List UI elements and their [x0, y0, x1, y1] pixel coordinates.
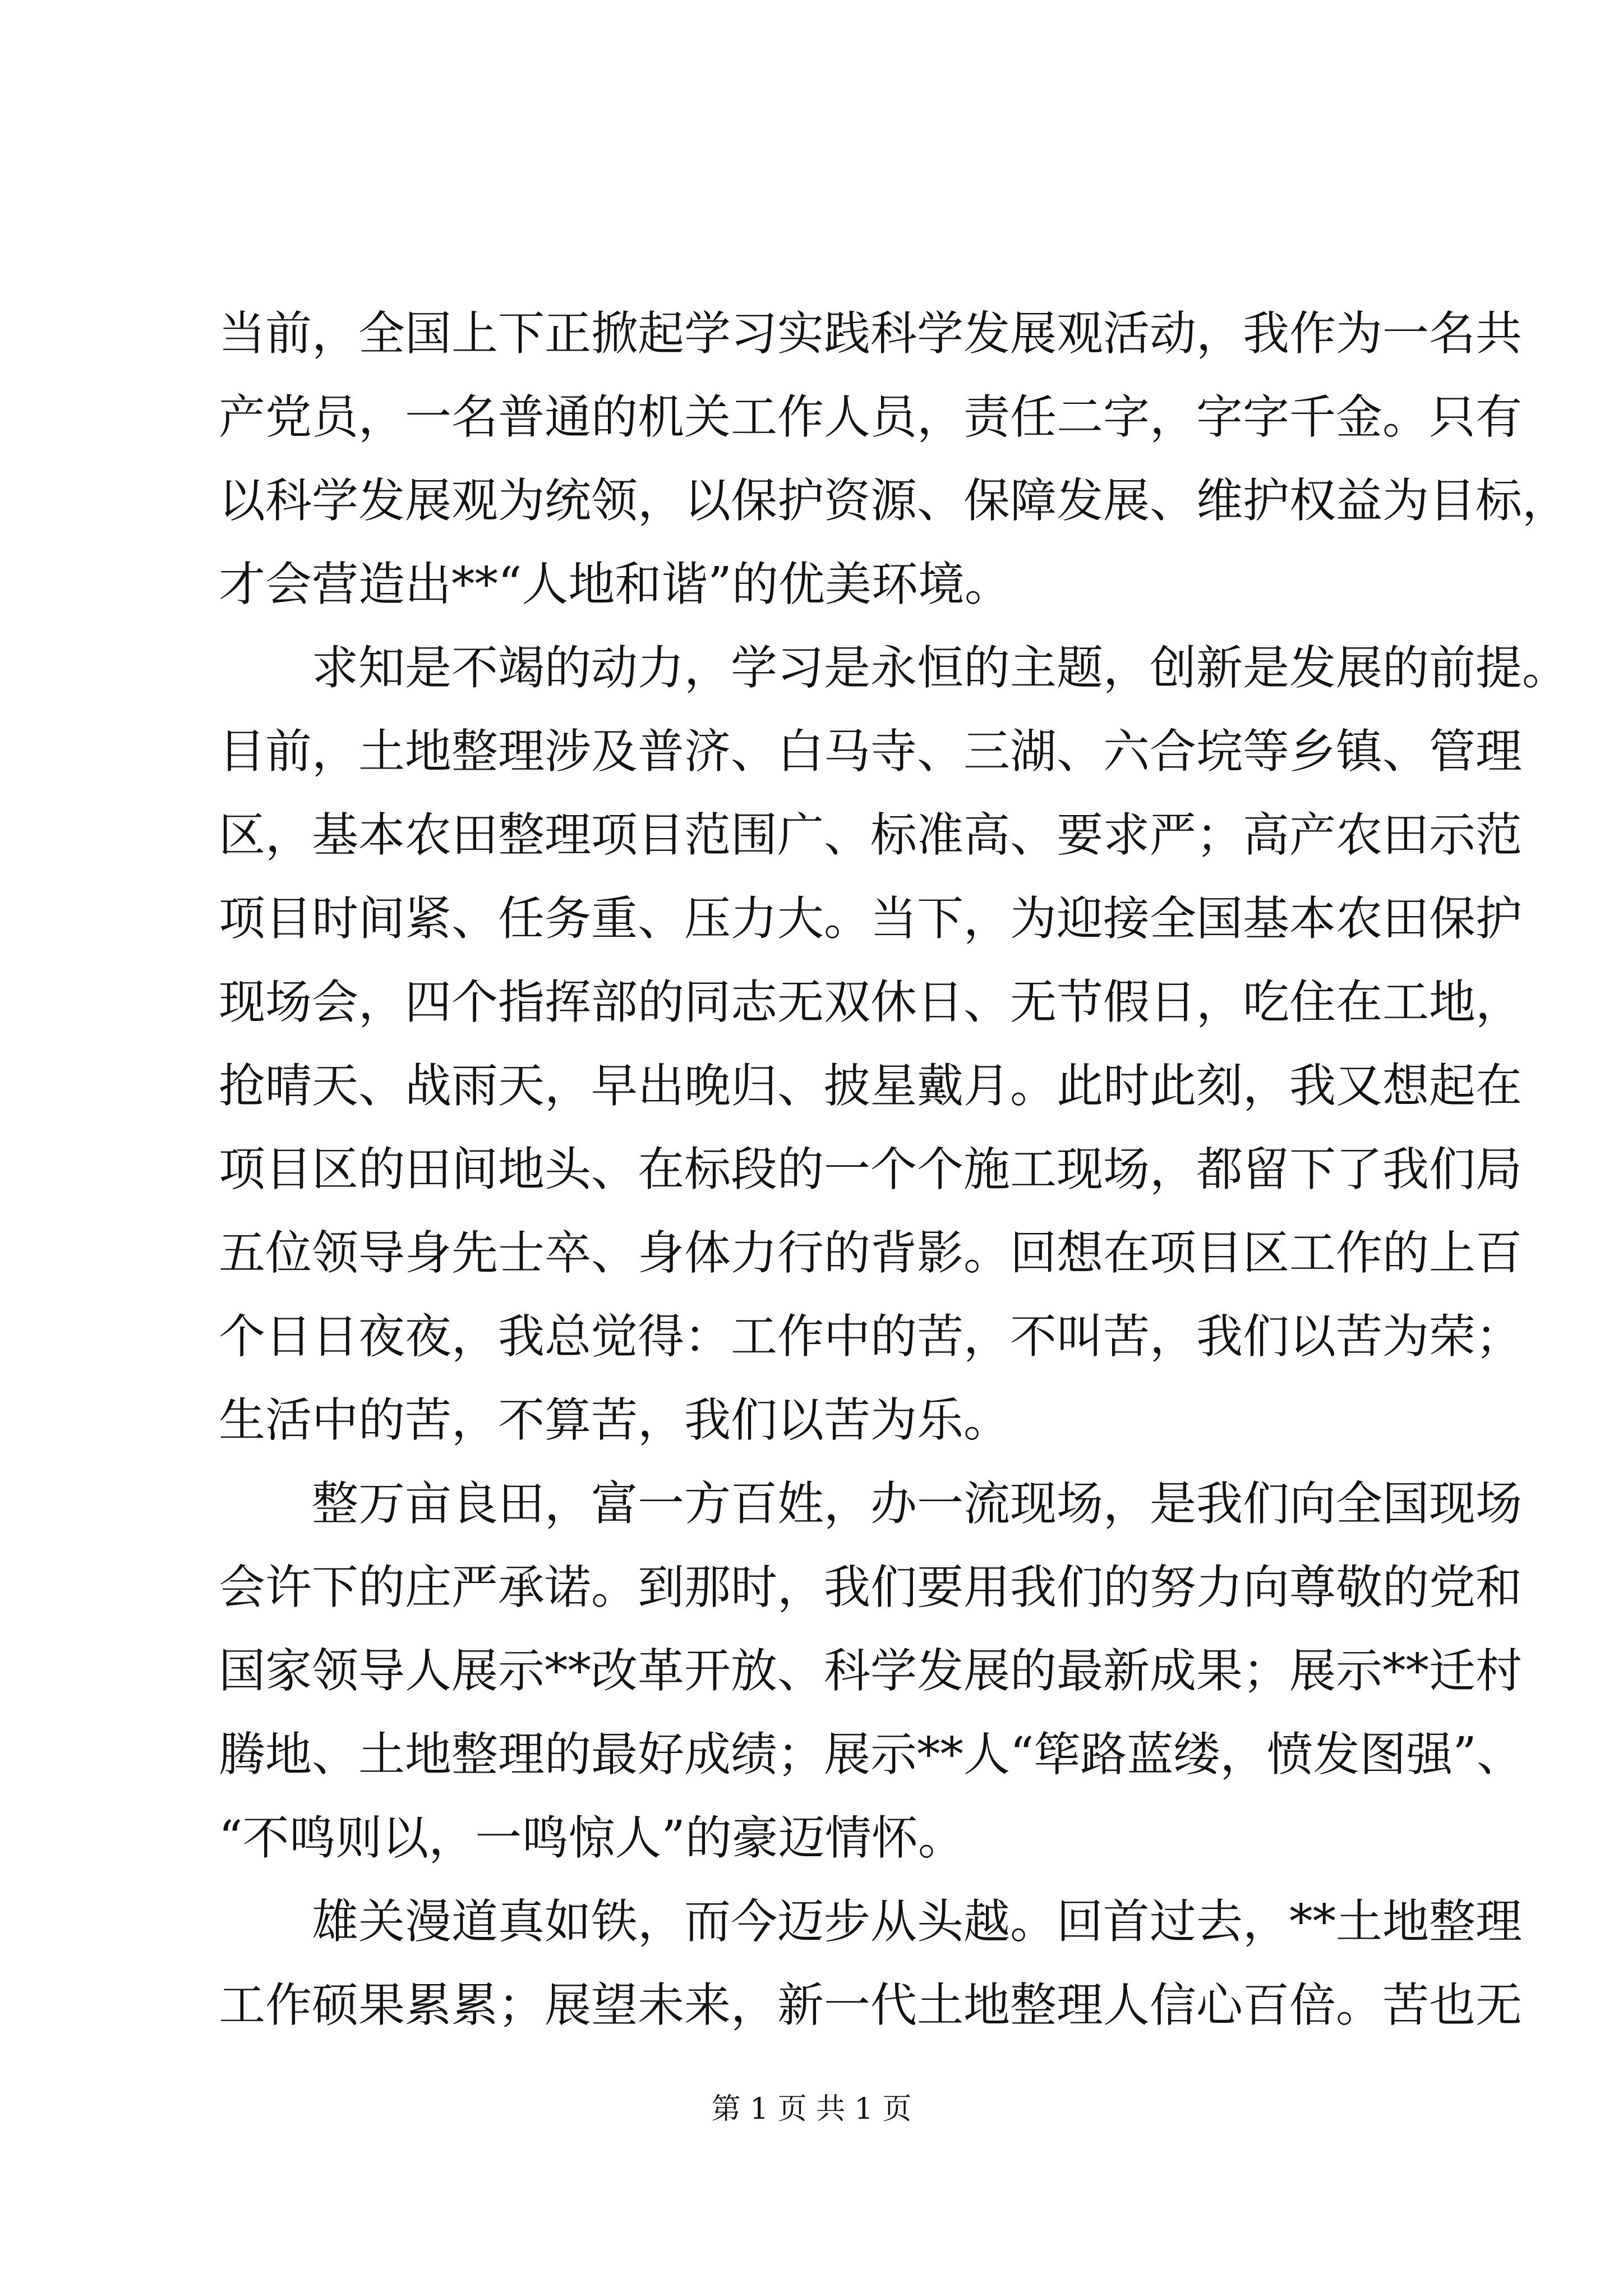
page-footer: 第 1 页 共 1 页 [711, 2092, 912, 2126]
text-line: 雄关漫道真如铁，而今迈步从头越。回首过去，**土地整理 [312, 1894, 1522, 1949]
text-line: 项目区的田间地头、在标段的一个个施工现场，都留下了我们局 [219, 1142, 1522, 1197]
document-body [219, 292, 1569, 2047]
text-line: 当前，全国上下正掀起学习实践科学发展观活动，我作为一名共 [219, 306, 1522, 361]
text-line: 五位领导身先士卒、身体力行的背影。回想在项目区工作的上百 [219, 1226, 1522, 1280]
text-line: 抢晴天、战雨天，早出晚归、披星戴月。此时此刻，我又想起在 [219, 1059, 1522, 1113]
text-line: 求知是不竭的动力，学习是永恒的主题，创新是发展的前提。 [312, 641, 1569, 695]
text-line: 个日日夜夜，我总觉得：工作中的苦，不叫苦，我们以苦为荣； [219, 1309, 1522, 1364]
text-line: 产党员，一名普通的机关工作人员，责任二字，字字千金。只有 [219, 390, 1522, 444]
text-line: 项目时间紧、任务重、压力大。当下，为迎接全国基本农田保护 [219, 891, 1522, 946]
paragraph [219, 292, 1569, 626]
text-line: 生活中的苦，不算苦，我们以苦为乐。 [219, 1393, 1010, 1447]
text-line: 区，基本农田整理项目范围广、标准高、要求严；高产农田示范 [219, 808, 1522, 862]
text-line: 以科学发展观为统领，以保护资源、保障发展、维护权益为目标， [219, 473, 1569, 528]
text-line: 会许下的庄严承诺。到那时，我们要用我们的努力向尊敬的党和 [219, 1560, 1522, 1614]
text-line: 国家领导人展示**改革开放、科学发展的最新成果；展示**迁村 [219, 1644, 1522, 1698]
paragraph [219, 626, 1569, 1462]
text-line: 现场会，四个指挥部的同志无双休日、无节假日，吃住在工地， [219, 975, 1522, 1029]
text-line: 目前，土地整理涉及普济、白马寺、三湖、六合垸等乡镇、管理 [219, 724, 1522, 779]
text-line: 才会营造出**“人地和谐”的优美环境。 [219, 557, 1011, 611]
text-line: 整万亩良田，富一方百姓，办一流现场，是我们向全国现场 [312, 1476, 1522, 1531]
text-line: 腾地、土地整理的最好成绩；展示**人“筚路蓝缕，愤发图强”、 [219, 1727, 1523, 1782]
paragraph [219, 1462, 1523, 1880]
text-line: “不鸣则以，一鸣惊人”的豪迈情怀。 [219, 1811, 965, 1865]
paragraph [219, 1880, 1522, 2047]
text-line: 工作硕果累累；展望未来，新一代土地整理人信心百倍。苦也无 [219, 1978, 1522, 2032]
